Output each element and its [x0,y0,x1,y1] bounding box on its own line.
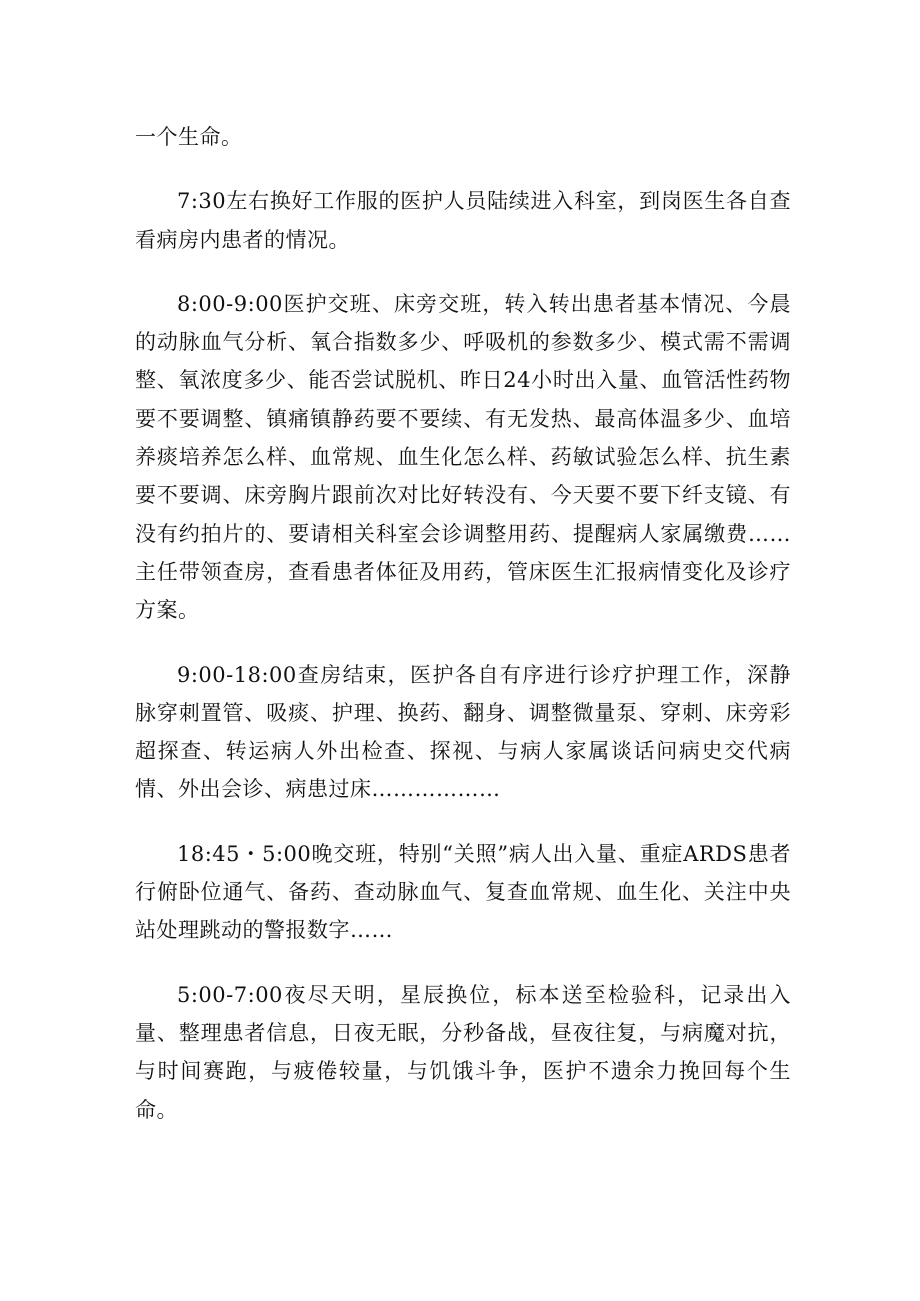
paragraph-1845-0500: 18:45・5:00晚交班，特别“关照”病人出入量、重症ARDS患者行俯卧位通气、备药、查动脉血气、复查血常规、血生化、关注中央站处理跳动的警报数字…… [135,841,791,943]
paragraph-0900-1800: 9:00-18:00查房结束，医护各自有序进行诊疗护理工作，深静脉穿刺置管、吸痰、护理、换药、翻身、调整微量泵、穿刺、床旁彩超探查、转运病人外出检查、探视、与病人家属谈话问病史交代病情、外出会诊、病患过床……………… [135,662,791,802]
paragraph-0500-0700: 5:00-7:00夜尽天明，星辰换位，标本送至检验科，记录出入量、整理患者信息，日夜无眠，分秒备战，昼夜往复，与病魔对抗，与时间赛跑，与疲倦较量，与饥饿斗争，医护不遗余力挽回每个生命。 [135,982,791,1122]
paragraph-0800-0900: 8:00-9:00医护交班、床旁交班，转入转出患者基本情况、今晨的动脉血气分析、氧合指数多少、呼吸机的参数多少、模式需不需调整、氧浓度多少、能否尝试脱机、昨日24小时出入量、血管活性药物要不要调整、镇痛镇静药要不要续、有无发热、最高体温多少、血培养痰培养怎么样、血常规、血生化怎么样、药敏试验怎么样、抗生素要不要调、床旁胸片跟前次对比好转没有、今天要不要下纤支镜、有没有约拍片的、要请相关科室会诊调整用药、提醒病人家属缴费……主任带领查房，查看患者体征及用药，管床医生汇报病情变化及诊疗方案。 [135,291,791,623]
paragraph-0730: 7:30左右换好工作服的医护人员陆续进入科室，到岗医生各自查看病房内患者的情况。 [135,189,791,252]
document-page [135,118,791,1129]
paragraph-continuation: 一个生命。 [135,125,243,149]
